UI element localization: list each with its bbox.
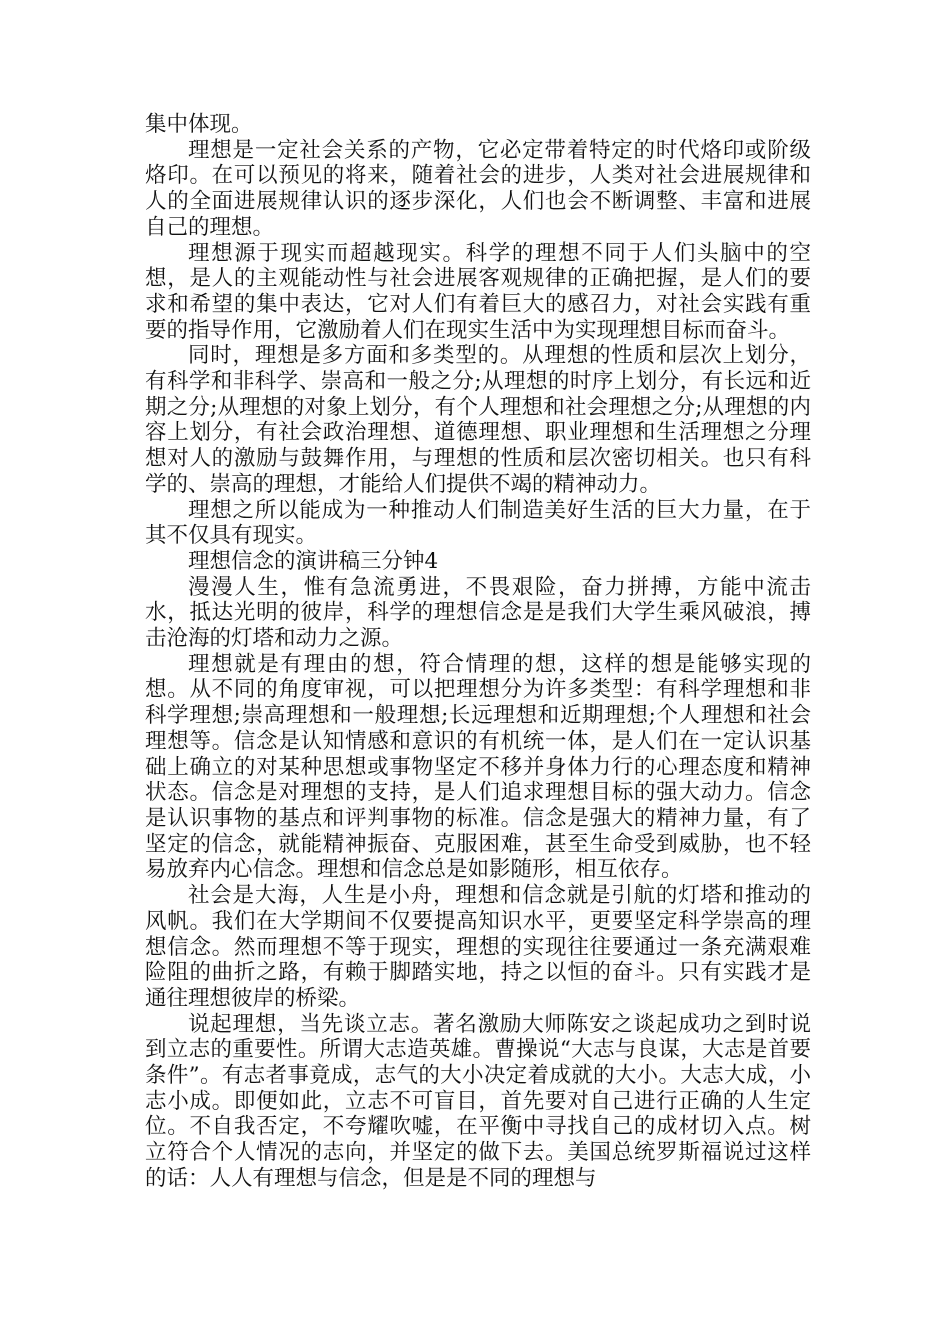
- document-page: [145, 112, 811, 1192]
- paragraph-ideal-reality: 理想源于现实而超越现实。科学的理想不同于人们头脑中的空想，是人的主观能动性与社会进展客观规律的正确把握，是人们的要求和希望的集中表达，它对人们有着巨大的感召力，对社会实践有重要的指导作用，它激励着人们在现实生活中为实现理想目标而奋斗。: [145, 240, 811, 343]
- paragraph-setting-goals: 说起理想，当先谈立志。著名激励大师陈安之谈起成功之到时说到立志的重要性。所谓大志造英雄。曹操说“大志与良谋，大志是首要条件”。有志者事竟成，志气的大小决定着成就的大小。大志大成，小志小成。即便如此，立志不可盲目，首先要对自己进行正确的人生定位。不自我否定，不夸耀吹嘘，在平衡中寻找自己的成材切入点。树立符合个人情况的志向，并坚定的做下去。美国总统罗斯福说过这样的话：人人有理想与信念，但是是不同的理想与: [145, 1011, 811, 1191]
- paragraph-ideal-power: 理想之所以能成为一种推动人们制造美好生活的巨大力量，在于其不仅具有现实。: [145, 497, 811, 549]
- paragraph-ideal-social-product: 理想是一定社会关系的产物，它必定带着特定的时代烙印或阶级烙印。在可以预见的将来，随着社会的进步，人类对社会进展规律和人的全面进展规律认识的逐步深化，人们也会不断调整、丰富和进展自己的理想。: [145, 137, 811, 240]
- paragraph-ideal-types: 同时，理想是多方面和多类型的。从理想的性质和层次上划分，有科学和非科学、崇高和一般之分;从理想的时序上划分，有长远和近期之分;从理想的对象上划分，有个人理想和社会理想之分;从理想的内容上划分，有社会政治理想、道德理想、职业理想和生活理想之分理想对人的激励与鼓舞作用，与理想的性质和层次密切相关。也只有科学的、崇高的理想，才能给人们提供不竭的精神动力。: [145, 343, 811, 497]
- paragraph-ideal-definition: 理想就是有理由的想，符合情理的想，这样的想是能够实现的想。从不同的角度审视，可以把理想分为许多类型：有科学理想和非科学理想;崇高理想和一般理想;长远理想和近期理想;个人理想和社会理想等。信念是认知情感和意识的有机统一体，是人们在一定认识基础上确立的对某种思想或事物坚定不移并身体力行的心理态度和精神状态。信念是对理想的支持，是人们追求理想目标的强大动力。信念是认识事物的基点和评判事物的标准。信念是强大的精神力量，有了坚定的信念，就能精神振奋、克服困难，甚至生命受到威胁，也不轻易放弃内心信念。理想和信念总是如影随形，相互依存。: [145, 651, 811, 883]
- paragraph-society-sea: 社会是大海，人生是小舟，理想和信念就是引航的灯塔和推动的风帆。我们在大学期间不仅要提高知识水平，更要坚定科学崇高的理想信念。然而理想不等于现实，理想的实现往往要通过一条充满艰难险阻的曲折之路，有赖于脚踏实地，持之以恒的奋斗。只有实践才是通往理想彼岸的桥梁。: [145, 883, 811, 1011]
- paragraph-life-journey: 漫漫人生，惟有急流勇进，不畏艰险，奋力拼搏，方能中流击水，抵达光明的彼岸，科学的理想信念是是我们大学生乘风破浪，搏击沧海的灯塔和动力之源。: [145, 574, 811, 652]
- paragraph-continuation: 集中体现。: [145, 112, 253, 137]
- section-heading: 理想信念的演讲稿三分钟4: [188, 548, 439, 574]
